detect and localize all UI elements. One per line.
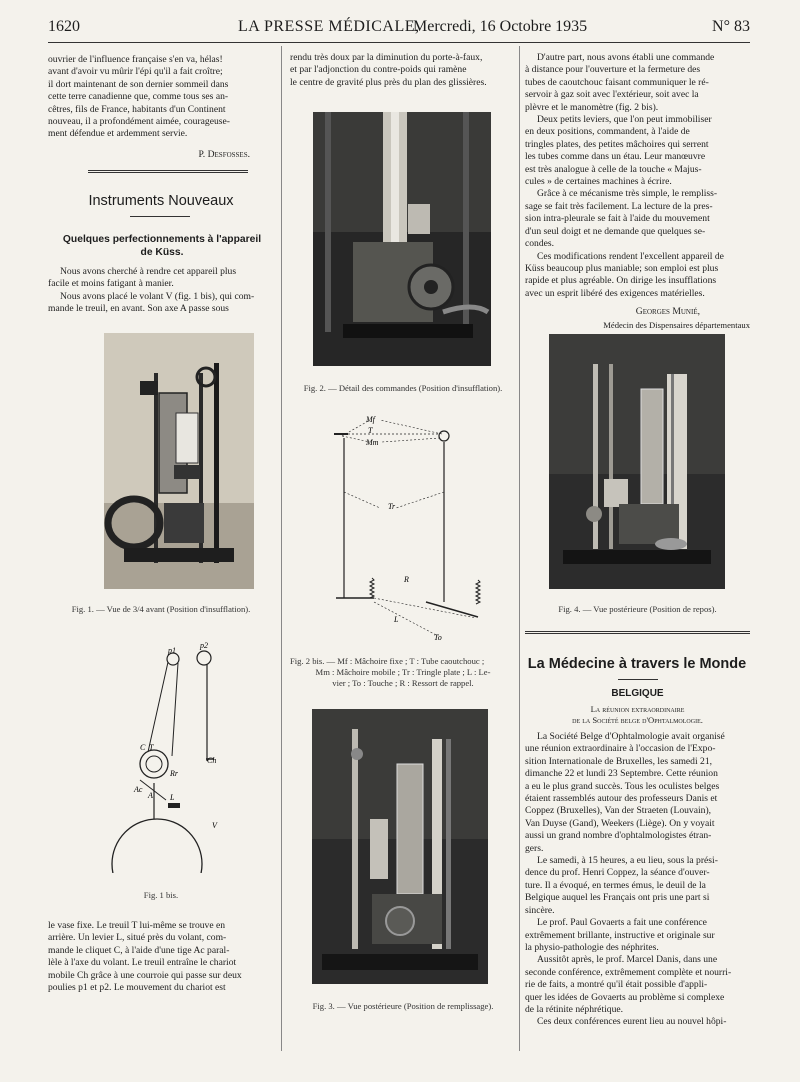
figure-4-caption: Fig. 4. — Vue postérieure (Position de repos). (558, 604, 717, 614)
text-line: ment défendue et ardemment servie. (48, 128, 188, 140)
leader-line (344, 492, 380, 508)
text-line: ture. Il a évoqué, en termes émus, le deuil de la (525, 879, 706, 891)
subheading-reunion: La réunion extraordinaire (590, 704, 685, 714)
text-line: seconde conférence, extrêmement complète et nourri- (525, 966, 732, 978)
leader-line (382, 438, 440, 442)
text-line: cêtres, fils de France, habitants d'un Continent (48, 103, 226, 115)
text-line: rie de faits, a montré qu'il était possible d'appli- (525, 979, 708, 991)
figure-1-bis-diagram (110, 638, 240, 873)
section-rule (525, 631, 750, 634)
text-line: condes. (525, 238, 555, 250)
winch-drum (140, 750, 168, 778)
text-line: la physio-pathologie des néphrites. (525, 941, 659, 953)
text-line: quer les idées de Govaerts au problème si complexe (525, 991, 725, 1003)
text-line: mande le treuil, en avant. Son axe A passe sous (48, 303, 229, 315)
text-line: à distance pour l'ouverture et la fermeture des (525, 64, 701, 76)
label-t: T (368, 426, 373, 435)
text-line: Aussitôt après, le prof. Marcel Danis, dans une (537, 954, 718, 966)
section-title-medecine: La Médecine à travers le Monde (527, 656, 747, 672)
section-title-instruments: Instruments Nouveaux (88, 193, 234, 209)
figure-2-bis-caption (290, 656, 516, 689)
col1-body (48, 266, 274, 316)
label-p1: p1 (168, 646, 176, 655)
text-line: Nous avons placé le volant V (fig. 1 bis), qui com- (60, 290, 255, 302)
label-rr: Rr (170, 769, 178, 778)
belt-line (172, 663, 178, 756)
text-line: mobile Ch grâce à une courroie qui passe sur deux (48, 969, 242, 981)
text-line: de la rétinite néphrétique. (525, 1003, 624, 1015)
text-line: Nous avons cherché à rendre cet appareil plus (60, 266, 237, 277)
text-line: Deux petits leviers, que l'on peut immobiliser (537, 114, 712, 126)
col2-top (290, 52, 516, 89)
text-line: La Société Belge d'Ophtalmologie avait organisé (537, 731, 725, 742)
text-line: rendu très doux par la diminution du porte-à-faux, (290, 52, 483, 63)
subheading-societe: de la Société belge d'Ophtalmologie. (572, 715, 703, 725)
text-line: cules » de certaines machines à écrire. (525, 176, 672, 188)
figure-1-photo (104, 333, 254, 589)
figure-4-photo (549, 334, 725, 589)
text-line: tubes de caoutchouc faisant communiquer le ré- (525, 76, 709, 88)
text-line: arrière. Un levier L, situé près du volant, com- (48, 932, 227, 944)
text-line: avec un esprit libéré des exigences matérielles. (525, 287, 705, 299)
pulley-p2 (197, 651, 211, 665)
caption-line: Fig. 2 bis. — Mf : Mâchoire fixe ; T : Tube caoutchouc ; (290, 656, 485, 666)
text-line: aussi un grand nombre d'ophtalmologistes étran- (525, 830, 712, 842)
label-ac: Ac (134, 785, 143, 794)
jaw-right (439, 431, 449, 441)
text-line: le centre de gravité plus près du plan des glissières. (290, 76, 487, 88)
text-line: gers. (525, 842, 544, 854)
label-a: A (148, 791, 153, 800)
text-line: étaient rassemblés autour des professeurs Danis et (525, 793, 718, 805)
text-line: en deux positions, commandent, à l'aide de (525, 126, 690, 138)
col1-intro (48, 54, 274, 161)
header-rule (48, 42, 750, 43)
label-ch: Ch (207, 756, 217, 765)
label-p2: p2 (200, 641, 208, 650)
figure-2-bis-diagram (330, 412, 490, 644)
winch-core (146, 756, 162, 772)
section-rule (88, 170, 248, 173)
figure-3-photo (312, 709, 488, 984)
label-tr: Tr (388, 502, 396, 511)
figure-1-bis-caption: Fig. 1 bis. (143, 890, 179, 900)
text-line: Ces deux conférences eurent lieu au nouvel hôpi- (537, 1016, 727, 1028)
text-line: plèvre et le manomètre (fig. 2 bis). (525, 101, 659, 113)
leader-line (380, 420, 442, 434)
caption-line: Mm : Mâchoire mobile ; Tr : Tringle plate ; L : Le- (315, 667, 491, 677)
leader-line (374, 598, 476, 618)
page-header (48, 18, 750, 40)
figure-1-caption: Fig. 1. — Vue de 3/4 avant (Position d'insufflation). (71, 604, 251, 614)
col1-bottom (48, 920, 274, 994)
lever-l (168, 803, 180, 808)
figure-3-caption: Fig. 3. — Vue postérieure (Position de remplissage). (312, 1001, 494, 1011)
text-line: a eu le plus grand succès. Tous les oculistes belges (525, 780, 720, 792)
label-mf: Mf (366, 415, 375, 424)
journal-title: LA PRESSE MÉDICALE, (238, 18, 420, 35)
author-name: Georges Munié, (635, 306, 700, 318)
text-line: Belgique auquel les Français ont pris une part si (525, 892, 710, 904)
col3-body (525, 731, 750, 1029)
text-line: sage se fait très facilement. La lecture de la pres- (525, 200, 713, 212)
text-line: Le prof. Paul Govaerts a fait une conférence (537, 917, 707, 929)
text-line: il dort maintenant de son dernier sommeil dans (48, 78, 229, 90)
text-line: extrêmement brillante, instructive et originale sur (525, 929, 715, 941)
text-line: le vase fixe. Le treuil T lui-même se trouve en (48, 920, 226, 931)
rod-ac (140, 780, 166, 800)
col3-top (525, 52, 750, 343)
text-line: lèle à l'axe du volant. Le treuil entraîne le chariot (48, 957, 237, 969)
title-underline (130, 216, 190, 217)
text-line: servoir à gaz soit avec l'extérieur, soit avec la (525, 89, 699, 101)
text-line: Le samedi, à 15 heures, a eu lieu, sous la prési- (537, 855, 718, 867)
subtitle-kuss: Quelques perfectionnements à l'appareil de Küss. (62, 234, 262, 258)
text-line: cette terre canadienne que, comme tous ses an- (48, 91, 229, 103)
belt-line (148, 662, 168, 752)
text-line: D'autre part, nous avons établi une commande (537, 52, 715, 63)
leader-line (374, 602, 438, 636)
figure-2-caption: Fig. 2. — Détail des commandes (Position d'insufflation). (303, 383, 503, 393)
text-line: dence du prof. Henri Coppez, la séance d'ouver- (525, 867, 710, 879)
text-line: rapide et plus agréable. On dirige les insufflations (525, 275, 717, 287)
label-r: R (404, 575, 409, 584)
text-line: Küss beaucoup plus maniable; son emploi est plus (525, 262, 719, 274)
label-t: T (149, 743, 154, 752)
spring-left (370, 578, 374, 598)
column-divider (281, 46, 282, 1051)
spring-right (476, 580, 480, 604)
text-line: Coppez (Bruxelles), Van der Straeten (Louvain), (525, 805, 712, 817)
text-line: tringles plates, des petites mâchoires qui serrent (525, 138, 709, 150)
text-line: une réunion extraordinaire à l'occasion de l'Expo- (525, 743, 716, 755)
text-line: facile et moins fatigant à manier. (48, 278, 174, 290)
label-v: V (212, 821, 217, 830)
caption-line: vier ; To : Touche ; R : Ressort de rappel. (332, 678, 474, 688)
text-line: sition Internationale de Bruxelles, les samedi 21, (525, 755, 713, 767)
text-line: est très analogue à celle de la touche « Majus- (525, 163, 702, 175)
title-underline (618, 679, 658, 680)
page-number: 1620 (48, 18, 80, 35)
text-line: nouveau, il a profondément aimée, courageuse- (48, 116, 230, 128)
label-l: L (394, 615, 399, 624)
issue-number: N° 83 (712, 18, 750, 35)
label-mm: Mm (366, 438, 379, 447)
author-role: Médecin des Dispensaires départementaux (603, 319, 750, 330)
text-line: Van Duyse (Gand), Weekers (Liège). On y voyait (525, 817, 715, 829)
flywheel-v (112, 819, 202, 873)
country-heading: BELGIQUE (611, 688, 664, 699)
label-to: To (434, 633, 442, 642)
text-line: avant d'avoir vu mûrir l'épi qu'il a fait croître; (48, 66, 223, 78)
text-line: dimanche 22 et lundi 23 Septembre. Cette réunion (525, 768, 718, 780)
label-c: C (140, 743, 146, 752)
text-line: et par l'adjonction du contre-poids qui ramène (290, 64, 467, 76)
column-divider (519, 46, 520, 1051)
text-line: sincère. (525, 904, 555, 916)
issue-date: Mercredi, 16 Octobre 1935 (413, 18, 588, 35)
label-l: L (170, 793, 175, 802)
text-line: Ces modifications rendent l'excellent appareil de (537, 250, 724, 262)
figure-2-photo (313, 112, 491, 366)
text-line: les tubes comme dans un étau. Leur manœuvre (525, 151, 706, 163)
text-line: d'un seul doigt et ne demande que quelques se- (525, 225, 706, 237)
text-line: Grâce à ce mécanisme très simple, le rempliss- (537, 188, 718, 200)
text-line: poulies p1 et p2. Le mouvement du chariot est (48, 982, 226, 994)
signature: P. Desfosses. (198, 148, 250, 160)
text-line: mande le cliquet C, à l'aide d'une tige Ac paral- (48, 944, 230, 956)
leader-line (396, 492, 444, 508)
text-line: ouvrier de l'influence française s'en va, hélas! (48, 54, 223, 65)
text-line: sion intra-pleurale se fait à l'aide du mouvement (525, 213, 710, 225)
